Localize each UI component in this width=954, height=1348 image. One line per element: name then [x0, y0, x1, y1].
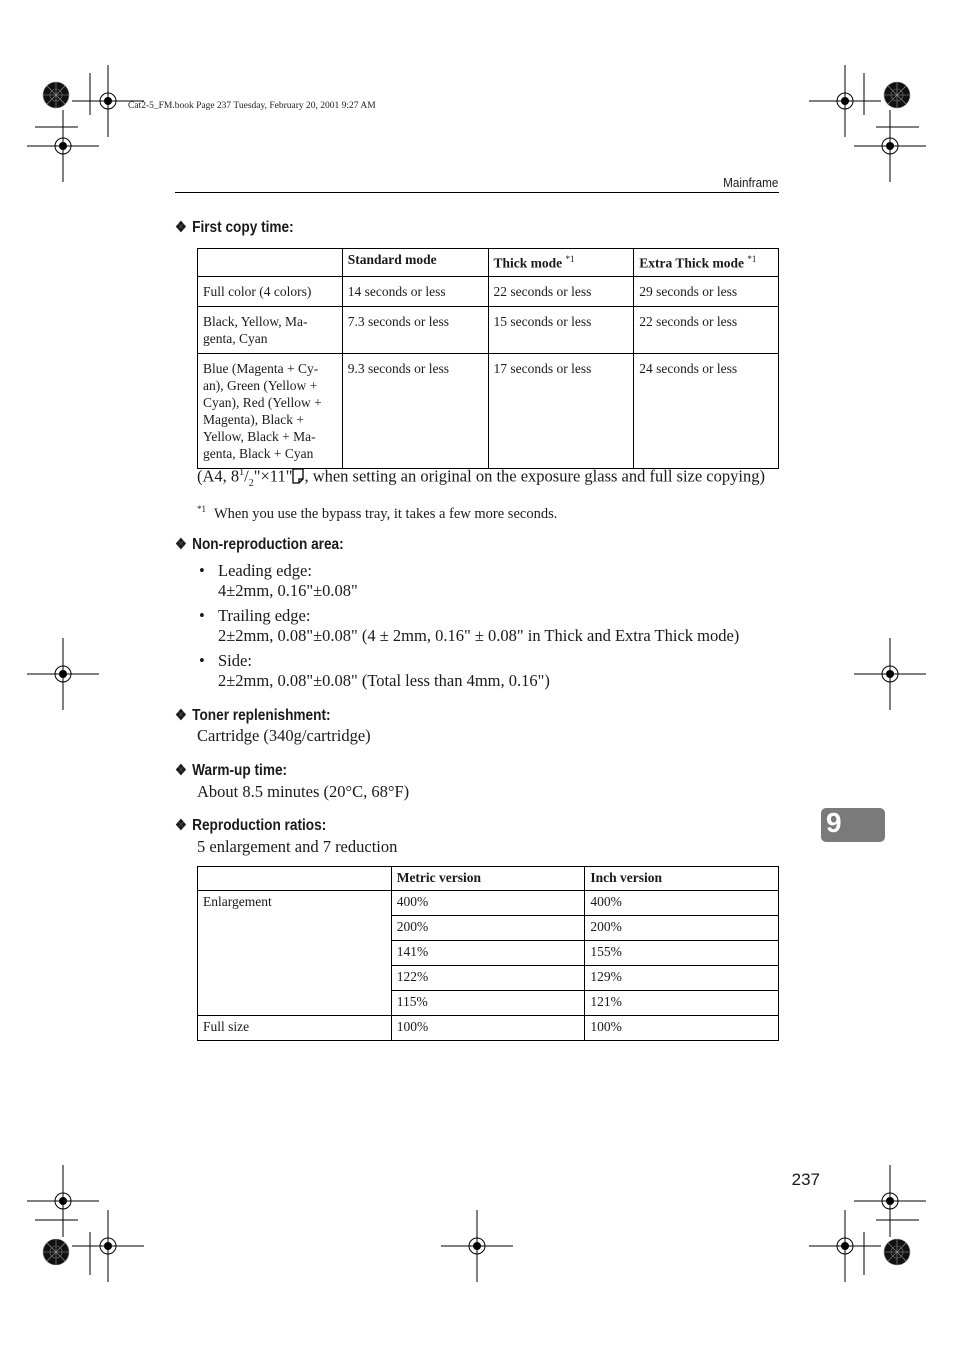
table-header-row: [198, 249, 779, 277]
color-wheel-icon: [43, 1239, 69, 1265]
table-cell: 129%: [585, 966, 779, 991]
table-header-cell: Metric version: [391, 867, 585, 891]
table-cell: Enlargement: [198, 891, 392, 1016]
table-cell: 122%: [391, 966, 585, 991]
color-wheel-icon: [884, 1239, 910, 1265]
table-cell: 141%: [391, 941, 585, 966]
table-cell: 14 seconds or less: [342, 276, 488, 306]
header-rule: [175, 192, 779, 193]
table-header-cell: Thick mode $^{*1}$: [488, 249, 634, 277]
table-cell: 22 seconds or less: [488, 276, 634, 306]
table-cell: 15 seconds or less: [488, 306, 634, 353]
table-cell: 115%: [391, 991, 585, 1016]
table-cell: 22 seconds or less: [634, 306, 779, 353]
table-cell: 400%: [585, 891, 779, 916]
table-cell: 100%: [585, 1016, 779, 1041]
bullet-icon: •: [199, 561, 205, 580]
footnote: $^{*1}$ When you use the bypass tray, it takes a few more seconds.: [197, 504, 558, 522]
color-wheel-icon: [884, 82, 910, 108]
diamond-bullet-icon: ❖: [175, 762, 187, 779]
reproduction-text: 5 enlargement and 7 reduction: [197, 837, 398, 856]
table-cell: 100%: [391, 1016, 585, 1041]
section-header: Mainframe: [722, 175, 778, 190]
diamond-bullet-icon: ❖: [175, 707, 187, 724]
table-cell: 9.3 seconds or less: [342, 353, 488, 468]
heading-reproduction-ratios: ❖ Reproduction ratios:: [175, 817, 327, 834]
list-item: • Side: 2±2mm, 0.08"±0.08" (Total less than 4mm, 0.16"): [199, 651, 550, 690]
diamond-bullet-icon: ❖: [175, 817, 187, 834]
print-job-meta: Cat2-5_FM.book Page 237 Tuesday, February 20, 2001 9:27 AM: [128, 101, 376, 111]
portrait-paper-icon: [292, 468, 304, 484]
list-item: • Leading edge: 4±2mm, 0.16"±0.08": [199, 561, 358, 600]
table-header-cell: [198, 249, 343, 277]
bullet-icon: •: [199, 651, 205, 670]
reproduction-ratios-table: [197, 866, 779, 1041]
table-row: [198, 306, 779, 353]
table-cell: 200%: [391, 916, 585, 941]
table-header-cell: Inch version: [585, 867, 779, 891]
table-cell: Black, Yellow, Ma-genta, Cyan: [198, 306, 343, 353]
table-cell: 121%: [585, 991, 779, 1016]
table-row: [198, 353, 779, 468]
table-cell: 400%: [391, 891, 585, 916]
page-number: 237: [791, 1170, 820, 1189]
table-cell: Blue (Magenta + Cy-an), Green (Yellow + Cyan), Red (Yellow + Magenta), Black + Yellow, Black + Ma-genta, Black + Cyan: [198, 353, 343, 468]
table-cell: 17 seconds or less: [488, 353, 634, 468]
first-copy-time-table: [197, 248, 779, 469]
table-header-cell: Standard mode: [342, 249, 488, 277]
chapter-tab: 9: [821, 808, 885, 842]
heading-toner-replenishment: ❖ Toner replenishment:: [175, 707, 331, 724]
first-copy-note: (A4, $8^1/_2"\times 11$" , when setting an original on the exposure glass and full size copying): [197, 466, 765, 489]
bullet-icon: •: [199, 606, 205, 625]
table-row: [198, 891, 779, 916]
diamond-bullet-icon: ❖: [175, 536, 187, 553]
warm-up-text: About 8.5 minutes (20°C, 68°F): [197, 782, 410, 801]
list-item: • Trailing edge: 2±2mm, 0.08"±0.08" (4 ± 2mm, 0.16" ± 0.08" in Thick and Extra Thick mode): [199, 606, 740, 645]
heading-first-copy-time: ❖ First copy time:: [175, 219, 294, 236]
color-wheel-icon: [43, 82, 69, 108]
toner-text: Cartridge (340g/cartridge): [197, 726, 371, 745]
table-cell: 155%: [585, 941, 779, 966]
table-row: [198, 276, 779, 306]
table-cell: 7.3 seconds or less: [342, 306, 488, 353]
heading-warm-up-time: ❖ Warm-up time:: [175, 762, 288, 779]
heading-non-reproduction-area: ❖ Non-reproduction area:: [175, 536, 344, 553]
diamond-bullet-icon: ❖: [175, 219, 187, 236]
table-cell: 29 seconds or less: [634, 276, 779, 306]
table-cell: 24 seconds or less: [634, 353, 779, 468]
table-header-row: [198, 867, 779, 891]
table-row: [198, 1016, 779, 1041]
table-cell: Full size: [198, 1016, 392, 1041]
table-header-cell: Extra Thick mode $^{*1}$: [634, 249, 779, 277]
table-header-cell: [198, 867, 392, 891]
table-cell: Full color (4 colors): [198, 276, 343, 306]
table-cell: 200%: [585, 916, 779, 941]
non-reproduction-list: [197, 561, 787, 696]
